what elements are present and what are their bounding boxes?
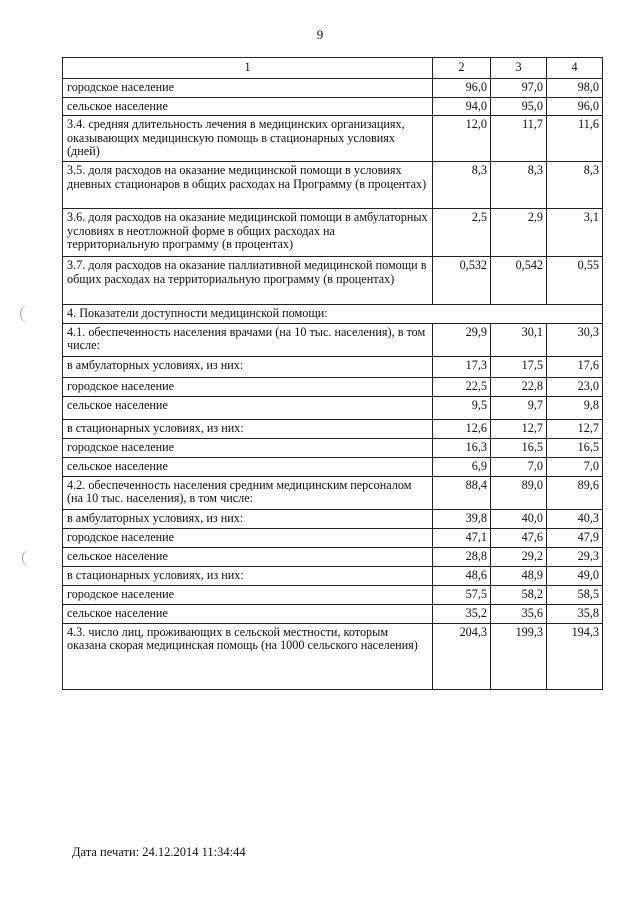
- table-row: [63, 457, 603, 476]
- value-cell: 96,0: [547, 97, 603, 116]
- table-row: [63, 323, 603, 356]
- table-row: [63, 356, 603, 377]
- table-row: [63, 97, 603, 116]
- indicator-label-cell: в стационарных условиях, из них:: [63, 419, 433, 438]
- page-number: 9: [316, 27, 324, 42]
- value-cell: 8,3: [433, 161, 491, 208]
- indicator-label-cell: городское население: [63, 528, 433, 547]
- table-row: [63, 208, 603, 256]
- value-cell: 3,1: [547, 208, 603, 256]
- table-row: [63, 438, 603, 457]
- indicator-label-cell: 3.6. доля расходов на оказание медицинской помощи в амбулаторных условиях в неотложной форме в общих расходах на территориальную программу (в процентах): [63, 208, 433, 256]
- value-cell: 204,3: [433, 623, 491, 689]
- table-row: [63, 161, 603, 208]
- table-row: [63, 509, 603, 528]
- indicator-label-cell: 3.5. доля расходов на оказание медицинской помощи в условиях дневных стационаров в общих расходах на Программу (в процентах): [63, 161, 433, 208]
- indicator-label-cell: городское население: [63, 438, 433, 457]
- indicator-label-cell: сельское население: [63, 396, 433, 419]
- margin-bracket-mark: [20, 305, 31, 323]
- value-cell: 199,3: [491, 623, 547, 689]
- value-cell: 98,0: [547, 79, 603, 98]
- margin-bracket-mark: [22, 549, 33, 567]
- table-row: [63, 547, 603, 566]
- table-row: [63, 419, 603, 438]
- value-cell: 11,7: [491, 116, 547, 162]
- column-header: 1: [63, 58, 433, 79]
- indicator-label-cell: городское население: [63, 585, 433, 604]
- value-cell: 95,0: [491, 97, 547, 116]
- table-row: [63, 304, 603, 323]
- value-cell: 35,2: [433, 604, 491, 623]
- value-cell: 7,0: [547, 457, 603, 476]
- section-heading-cell: 4. Показатели доступности медицинской помощи:: [63, 304, 603, 323]
- value-cell: 22,5: [433, 377, 491, 396]
- table-row: [63, 476, 603, 509]
- table-row: [63, 566, 603, 585]
- value-cell: 88,4: [433, 476, 491, 509]
- value-cell: 35,6: [491, 604, 547, 623]
- value-cell: 17,6: [547, 356, 603, 377]
- indicator-label-cell: сельское население: [63, 604, 433, 623]
- value-cell: 39,8: [433, 509, 491, 528]
- value-cell: 30,1: [491, 323, 547, 356]
- indicator-label-cell: 4.1. обеспеченность населения врачами (на 10 тыс. населения), в том числе:: [63, 323, 433, 356]
- value-cell: 17,3: [433, 356, 491, 377]
- table-row: [63, 116, 603, 162]
- indicator-label-cell: городское население: [63, 79, 433, 98]
- value-cell: 194,3: [547, 623, 603, 689]
- value-cell: 40,0: [491, 509, 547, 528]
- value-cell: 9,7: [491, 396, 547, 419]
- value-cell: 30,3: [547, 323, 603, 356]
- value-cell: 8,3: [491, 161, 547, 208]
- value-cell: 35,8: [547, 604, 603, 623]
- value-cell: 58,2: [491, 585, 547, 604]
- indicator-label-cell: в стационарных условиях, из них:: [63, 566, 433, 585]
- print-date: Дата печати: 24.12.2014 11:34:44: [72, 845, 246, 859]
- value-cell: 22,8: [491, 377, 547, 396]
- indicators-table: [62, 57, 603, 690]
- value-cell: 0,542: [491, 256, 547, 304]
- value-cell: 16,5: [491, 438, 547, 457]
- value-cell: 94,0: [433, 97, 491, 116]
- value-cell: 7,0: [491, 457, 547, 476]
- value-cell: 96,0: [433, 79, 491, 98]
- value-cell: 12,7: [547, 419, 603, 438]
- value-cell: 40,3: [547, 509, 603, 528]
- table-row: [63, 585, 603, 604]
- value-cell: 6,9: [433, 457, 491, 476]
- value-cell: 2,9: [491, 208, 547, 256]
- value-cell: 9,8: [547, 396, 603, 419]
- indicator-label-cell: 3.4. средняя длительность лечения в медицинских организациях, оказывающих медицинскую помощь в стационарных условиях (дней): [63, 116, 433, 162]
- value-cell: 29,3: [547, 547, 603, 566]
- value-cell: 12,0: [433, 116, 491, 162]
- value-cell: 49,0: [547, 566, 603, 585]
- value-cell: 12,6: [433, 419, 491, 438]
- value-cell: 9,5: [433, 396, 491, 419]
- value-cell: 48,6: [433, 566, 491, 585]
- value-cell: 23,0: [547, 377, 603, 396]
- value-cell: 29,2: [491, 547, 547, 566]
- value-cell: 16,5: [547, 438, 603, 457]
- value-cell: 89,6: [547, 476, 603, 509]
- value-cell: 47,1: [433, 528, 491, 547]
- indicator-label-cell: 3.7. доля расходов на оказание паллиативной медицинской помощи в общих расходах на территориальную программу (в процентах): [63, 256, 433, 304]
- indicator-label-cell: городское население: [63, 377, 433, 396]
- value-cell: 89,0: [491, 476, 547, 509]
- table-row: [63, 396, 603, 419]
- table-row: [63, 377, 603, 396]
- value-cell: 57,5: [433, 585, 491, 604]
- value-cell: 29,9: [433, 323, 491, 356]
- indicator-label-cell: сельское население: [63, 97, 433, 116]
- value-cell: 8,3: [547, 161, 603, 208]
- indicator-label-cell: в амбулаторных условиях, из них:: [63, 509, 433, 528]
- value-cell: 2,5: [433, 208, 491, 256]
- value-cell: 47,6: [491, 528, 547, 547]
- indicator-label-cell: в амбулаторных условиях, из них:: [63, 356, 433, 377]
- value-cell: 12,7: [491, 419, 547, 438]
- indicator-label-cell: 4.2. обеспеченность населения средним медицинским персоналом (на 10 тыс. населения), в том числе:: [63, 476, 433, 509]
- value-cell: 17,5: [491, 356, 547, 377]
- value-cell: 0,532: [433, 256, 491, 304]
- table-row: [63, 256, 603, 304]
- value-cell: 47,9: [547, 528, 603, 547]
- column-header: 2: [433, 58, 491, 79]
- column-header: 3: [491, 58, 547, 79]
- table-header-row: [63, 58, 603, 79]
- table-row: [63, 528, 603, 547]
- table-row: [63, 623, 603, 689]
- indicator-label-cell: сельское население: [63, 457, 433, 476]
- column-header: 4: [547, 58, 603, 79]
- indicator-label-cell: сельское население: [63, 547, 433, 566]
- value-cell: 16,3: [433, 438, 491, 457]
- value-cell: 97,0: [491, 79, 547, 98]
- value-cell: 28,8: [433, 547, 491, 566]
- value-cell: 11,6: [547, 116, 603, 162]
- value-cell: 0,55: [547, 256, 603, 304]
- table-row: [63, 79, 603, 98]
- table-row: [63, 604, 603, 623]
- indicator-label-cell: 4.3. число лиц, проживающих в сельской местности, которым оказана скорая медицинская помощь (на 1000 сельского населения): [63, 623, 433, 689]
- value-cell: 58,5: [547, 585, 603, 604]
- value-cell: 48,9: [491, 566, 547, 585]
